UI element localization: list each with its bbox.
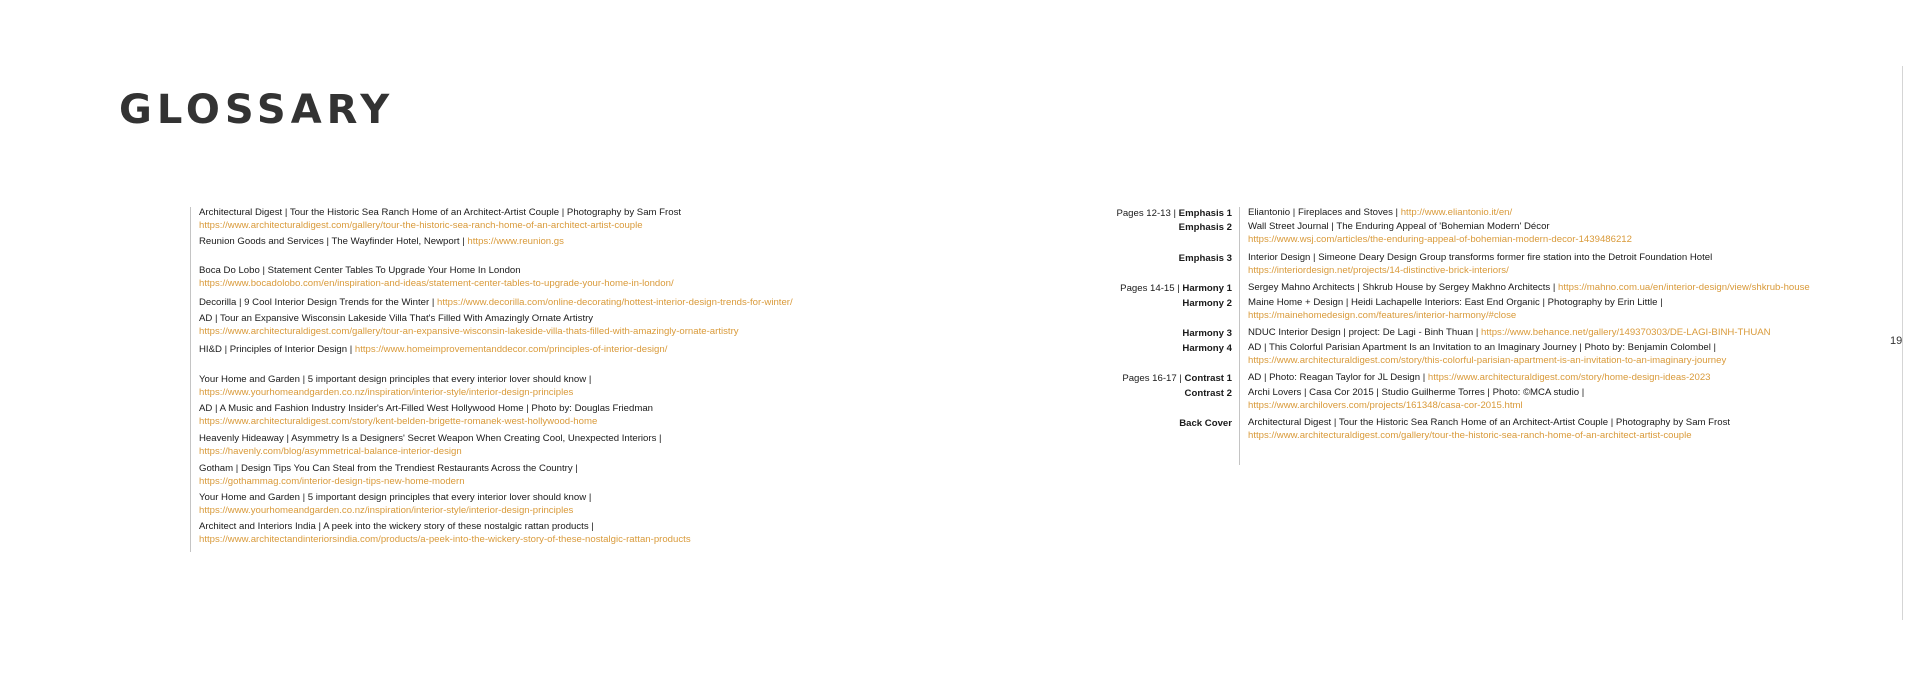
entry-label: Harmony 3: [1182, 328, 1232, 339]
entry-link[interactable]: https://www.decorilla.com/online-decorating/hottest-interior-design-trends-for-winter/: [437, 297, 793, 308]
entry-label: Emphasis 2: [1178, 222, 1232, 233]
column-divider: [1239, 207, 1240, 465]
entry-text: Architect and Interiors India | A peek into the wickery story of these nostalgic rattan products |: [199, 521, 594, 532]
page-number: 19: [1890, 335, 1903, 347]
entry-text: Gotham | Design Tips You Can Steal from the Trendiest Restaurants Across the Country |: [199, 463, 578, 474]
entry-link[interactable]: https://www.yourhomeandgarden.co.nz/inspiration/interior-style/interior-design-principles: [199, 386, 574, 398]
entry-label: Contrast 2: [1184, 388, 1232, 399]
entry-link[interactable]: https://www.homeimprovementanddecor.com/principles-of-interior-design/: [354, 344, 668, 355]
entry-text: Reunion Goods and Services | The Wayfinder Hotel, Newport |: [199, 236, 468, 247]
entry-link[interactable]: https://www.architecturaldigest.com/story/home-design-ideas-2023: [1427, 372, 1711, 383]
entry-label: Harmony 2: [1182, 298, 1232, 309]
entry-label: Pages 14-15 | Harmony 1: [1120, 283, 1232, 294]
entry-link[interactable]: https://www.architecturaldigest.com/gallery/tour-the-historic-sea-ranch-home-of-an-architect-artist-couple: [1248, 429, 1692, 441]
entry-text: Architectural Digest | Tour the Historic Sea Ranch Home of an Architect-Artist Couple | Photography by Sam Frost: [199, 207, 682, 218]
entry-text: HI&D | Principles of Interior Design |: [199, 344, 355, 355]
entry-text: Architectural Digest | Tour the Historic Sea Ranch Home of an Architect-Artist Couple | Photography by Sam Frost: [1248, 417, 1731, 428]
entry-text: Interior Design | Simeone Deary Design Group transforms former fire station into the Detroit Foundation Hotel: [1248, 252, 1713, 263]
entry-link[interactable]: https://mainehomedesign.com/features/interior-harmony/#close: [1248, 309, 1517, 321]
entry-label: Pages 16-17 | Contrast 1: [1122, 373, 1232, 384]
entry-text: Sergey Mahno Architects | Shkrub House by Sergey Makhno Architects |: [1248, 282, 1559, 293]
entry-label: Pages 12-13 | Emphasis 1: [1116, 208, 1232, 219]
entry-text: Your Home and Garden | 5 important design principles that every interior lover should know |: [199, 374, 592, 385]
entry-link[interactable]: https://www.architecturaldigest.com/gallery/tour-the-historic-sea-ranch-home-of-an-architect-artist-couple: [199, 219, 643, 231]
entry-link[interactable]: https://www.behance.net/gallery/149370303/DE-LAGI-BINH-THUAN: [1481, 327, 1771, 338]
entry-link[interactable]: https://havenly.com/blog/asymmetrical-balance-interior-design: [199, 445, 462, 457]
entry-link[interactable]: https://www.architectandinteriorsindia.com/products/a-peek-into-the-wickery-story-of-these-nostalgic-rattan-products: [199, 533, 691, 545]
entry-link[interactable]: https://gothammag.com/interior-design-tips-new-home-modern: [199, 475, 465, 487]
entry-text: AD | This Colorful Parisian Apartment Is an Invitation to an Imaginary Journey | Photo by: Benjamin Colombel |: [1248, 342, 1717, 353]
entry-text: Eliantonio | Fireplaces and Stoves |: [1248, 207, 1401, 218]
entry-link[interactable]: https://www.bocadolobo.com/en/inspiration-and-ideas/statement-center-tables-to-upgrade-your-home-in-london/: [199, 277, 674, 289]
page-title: GLOSSARY: [119, 87, 395, 133]
entry-label: Emphasis 3: [1178, 253, 1232, 264]
entry-link[interactable]: https://www.architecturaldigest.com/story/this-colorful-parisian-apartment-is-an-invitation-to-an-imaginary-journey: [1248, 354, 1727, 366]
entry-link[interactable]: https://www.archilovers.com/projects/161348/casa-cor-2015.html: [1248, 399, 1523, 411]
entry-text: NDUC Interior Design | project: De Lagi - Binh Thuan |: [1248, 327, 1482, 338]
entry-link[interactable]: http://www.eliantonio.it/en/: [1400, 207, 1513, 218]
entry-text: Maine Home + Design | Heidi Lachapelle Interiors: East End Organic | Photography by Erin Little |: [1248, 297, 1663, 308]
entry-link[interactable]: https://www.architecturaldigest.com/gallery/tour-an-expansive-wisconsin-lakeside-villa-thats-filled-with-amazingly-ornate-artistry: [199, 325, 739, 337]
entry-text: Boca Do Lobo | Statement Center Tables To Upgrade Your Home In London: [199, 265, 521, 276]
entry-label: Harmony 4: [1182, 343, 1232, 354]
entry-label: Back Cover: [1179, 418, 1232, 429]
entry-text: Heavenly Hideaway | Asymmetry Is a Designers' Secret Weapon When Creating Cool, Unexpected Interiors |: [199, 433, 662, 444]
entry-text: Archi Lovers | Casa Cor 2015 | Studio Guilherme Torres | Photo: ©MCA studio |: [1248, 387, 1585, 398]
entry-text: AD | A Music and Fashion Industry Insider's Art-Filled West Hollywood Home | Photo by: Douglas Friedman: [199, 403, 654, 414]
entry-link[interactable]: https://www.wsj.com/articles/the-enduring-appeal-of-bohemian-modern-decor-1439486212: [1248, 233, 1632, 245]
column-divider: [190, 207, 191, 552]
entry-link[interactable]: https://interiordesign.net/projects/14-distinctive-brick-interiors/: [1248, 264, 1509, 276]
entry-text: Decorilla | 9 Cool Interior Design Trends for the Winter |: [199, 297, 437, 308]
entry-text: AD | Tour an Expansive Wisconsin Lakeside Villa That's Filled With Amazingly Ornate Artistry: [199, 313, 594, 324]
entry-text: Your Home and Garden | 5 important design principles that every interior lover should know |: [199, 492, 592, 503]
entry-link[interactable]: https://www.reunion.gs: [467, 236, 564, 247]
entry-link[interactable]: https://www.architecturaldigest.com/story/kent-belden-brigette-romanek-west-hollywood-home: [199, 415, 598, 427]
entry-text: Wall Street Journal | The Enduring Appeal of 'Bohemian Modern' Décor: [1248, 221, 1550, 232]
entry-text: AD | Photo: Reagan Taylor for JL Design |: [1248, 372, 1428, 383]
entry-link[interactable]: https://www.yourhomeandgarden.co.nz/inspiration/interior-style/interior-design-principles: [199, 504, 574, 516]
entry-link[interactable]: https://mahno.com.ua/en/interior-design/view/shkrub-house: [1558, 282, 1810, 293]
